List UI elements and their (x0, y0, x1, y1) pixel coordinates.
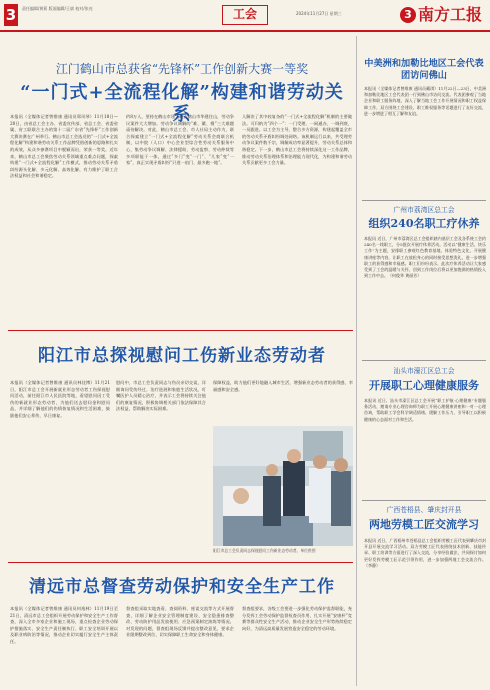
logo-badge-icon: 3 (400, 7, 416, 23)
sidebar-item3-title: 开展职工心理健康服务 (369, 379, 479, 392)
sidebar-item3-text: 本报讯 近日，汕头市濠江区总工会开展“职工护航·心理健康”专题服务活动，邀请专业心理咨询师为职工开展心理健康讲座和一对一心理咨询，帮助职工学会科学调适情绪、缓解工作压力，引导职工以积极健康的心态面对工作和生活。 (364, 398, 486, 422)
sidebar-item4-text: 本报讯 近日，广西梧州市苍梧县总工会组织劳模工匠代表到肇庆市封开县开展交流学习活动。双方劳模工匠代表围绕技术创新、技能传承、职工培训等方面进行了深入交流，分享经验做法，共同探讨如何更好发挥劳模工匠示范引领作用，进一步加强两地工会交流合作。（李静） (364, 538, 486, 568)
article3-col1: 本报讯（全媒体记者曾维康 通讯员何逸林）11月19日至21日，清远市总工会组织开展劳动保护和安全生产工作督查，深入全市多家企业和施工现场，重点检查企业劳动保护措施落实、安全生产责任制执行、职工安全培训开展以及职业病防治等情况，推动企业切实履行安全生产主体责任。 (10, 606, 118, 644)
photo-caption: 阳江市总工会负责同志探视慰问工伤新业态劳动者。单位供图 (213, 548, 316, 553)
sidebar-item2-title: 组织240名职工疗休养 (368, 217, 480, 230)
article2-col2: 慰问中，市总工会负责同志与伤员亲切交谈，详细询问受伤经过、治疗进展和家庭生活状况，叮嘱医护人员精心治疗，并表示工会将持续关注他们的康复情况，积极协调相关部门依法保障其合法权益，帮助解决实际困难。 (116, 380, 206, 412)
article3-col3: 督查组要求，各级工会要进一步强化劳动保护监督职能，充分发挥工会劳动保护监督检查员作用，扎实开展“安康杯”竞赛等群众性安全生产活动，推动企业安全生产形势持续稳定向好，为清远高质量发展营造安全稳定的劳动环境。 (242, 606, 352, 631)
newspaper-logo (400, 3, 486, 27)
article1-col1: 本报讯（全媒体记者曾维康 通讯员郑凤琴）11月18日—20日，由省总工会主办、省委宣传部、省总工会、省委省属、省工联联合主办的第十二届广东省“先锋杯”工作创新大赛决赛在广州举行。鹤山市总工会选送的“一门式+全流程化解”构建和谐劳动关系工作品牌凭借创新的思路和扎实的成效，从众多参赛项目中脱颖而出，荣获一等奖。近年来，鹤山市总工会聚焦劳动关系领域重点难点问题，探索构建“一门式+全流程化解”工作模式，推动劳动关系矛盾纠纷源头化解、多元化解、高效化解，有力维护了职工合法权益和社会和谐稳定。 (10, 114, 118, 179)
hospital-visit-photo (213, 426, 353, 546)
editor-info: 责任编辑/黄莉 版面编辑/王斌 校对/张亮 (22, 6, 93, 11)
article3-headline: 清远市总督查劳动保护和安全生产工作 (29, 577, 335, 597)
article2-col1: 本报讯（全媒体记者曾维康 通讯员林佳博）11月21日，阳江市总工会开展新就业形态劳动者工伤探视慰问活动，前往阳江市人民医院等地，看望慰问因工受伤的新就业形态劳动者，为他们送去慰问金和慰问品，并详细了解他们的伤情恢复情况和生活困难，鼓励他们安心养伤、早日康复。 (10, 380, 110, 418)
article1-kicker: 江门鹤山市总获省“先锋杯”工作创新大赛一等奖 (55, 62, 309, 76)
photo-illustration (213, 426, 353, 546)
sidebar-item1-text: 本报讯（全媒体记者曾维康 通讯员戴琪）11月22日—23日，中美洲和加勒比地区工会代表团一行到佛山市访问交流。代表团参观了当地企业和职工服务阵地，深入了解当地工会工作开展情况和职工权益保障工作，双方围绕工会建设、职工维权服务等话题进行了友好交流，进一步增进了相互了解和友谊。 (364, 86, 486, 116)
sidebar-item2-text: 本报讯 近日，广州市荔湾区总工会组织辖内基层工会及各系统工会约240名一线职工，分5批次开展疗休养活动。活动以“健康生活、快乐工作”为主题，安排职工参观红色教育基地、体验特色文化、开展健康讲座等内容，让职工在放松身心的同时接受思想洗礼，进一步增强职工的获得感和幸福感。职工们纷纷表示，此次疗休养活动让大家感受到了工会的温暖与关怀，回到工作岗位后将以更加饱满的热情投入到工作中去。（何俊华 黄丽芳） (364, 236, 486, 279)
article-divider (8, 562, 353, 563)
sidebar-item2-kicker: 广州市荔湾区总工会 (393, 206, 455, 214)
article2-col3: 保障权益，助力他们更好地融入城市生活，增强新业态劳动者的获得感、幸福感和安全感。 (213, 380, 353, 392)
sidebar-item3-kicker: 汕头市濠江区总工会 (393, 367, 455, 375)
logo-text: 南方工报 (418, 5, 483, 24)
sidebar-item4-title: 两地劳模工匠交流学习 (369, 518, 479, 531)
page-header (0, 0, 490, 32)
article-divider (8, 330, 353, 331)
issue-date: 2024年11月27日 星期三 (296, 11, 342, 16)
section-tag: 工会 (222, 5, 268, 25)
column-divider (356, 36, 357, 686)
sidebar-divider (362, 500, 486, 501)
article2-headline: 阳江市总探视慰问工伤新业态劳动者 (38, 346, 326, 366)
article1-headline: “一门式+全流程化解”构建和谐劳动关系 (20, 82, 344, 125)
page-number: 3 (5, 6, 17, 24)
article1-col2: 约8万人，坚持在鹤山市建工地占鹤山市华建住山，劳动争议案件大大增加。劳动争议调解的“难、繁、慢”三大难题亟待解决。对此，鹤山市总工会、市人社局主动作为，联合探索建立“一门式+全流程化解”劳动关系会商联合机制，以中院（人口）中心会业型综合性劳动关系服务中心，集劳动争议调解、法律援助、劳动监察、劳动仲裁等多项职能于一体，通过“多门”变“一门”、“几家”变“一家”，真正实现矛盾纠纷“只进一扇门、最多跑一地”。 (126, 114, 234, 166)
article3-col2: 督查组采取实地查看、查阅资料、座谈交流等方式开展督查，详细了解企业安全管理制度建设、安全隐患排查整改、劳动防护用品发放使用、应急预案制定演练等情况。对发现的问题，督查组现场反馈并提出整改意见，要求企业限期整改到位，切实保障职工生命安全和身体健康。 (126, 606, 234, 638)
sidebar-item4-kicker: 广西苍梧县、肇庆封开县 (386, 506, 462, 514)
sidebar-item1-title: 中美洲和加勒比地区工会代表团访问佛山 (364, 58, 484, 81)
sidebar-divider (362, 360, 486, 361)
sidebar-divider (362, 200, 486, 201)
article1-col3: 人解决了其中较复杂的“一门式+全流程化解”机制的主要做法。可归纳为“四个一”：一门受理、一网通办、一调到底、一员跟进。以工会为主导，整合多方资源，构建起覆盖全市的劳动关系矛盾纠纷调处网络。该机制运行以来，共受理劳动争议案件数千宗，调解成功率显著提升，劳动关系总体和谐稳定。下一步，鹤山市总工会将持续深化这一工作品牌，推动劳动关系治理体系和治理能力现代化，为构建和谐劳动关系贡献更多工会力量。 (242, 114, 352, 166)
